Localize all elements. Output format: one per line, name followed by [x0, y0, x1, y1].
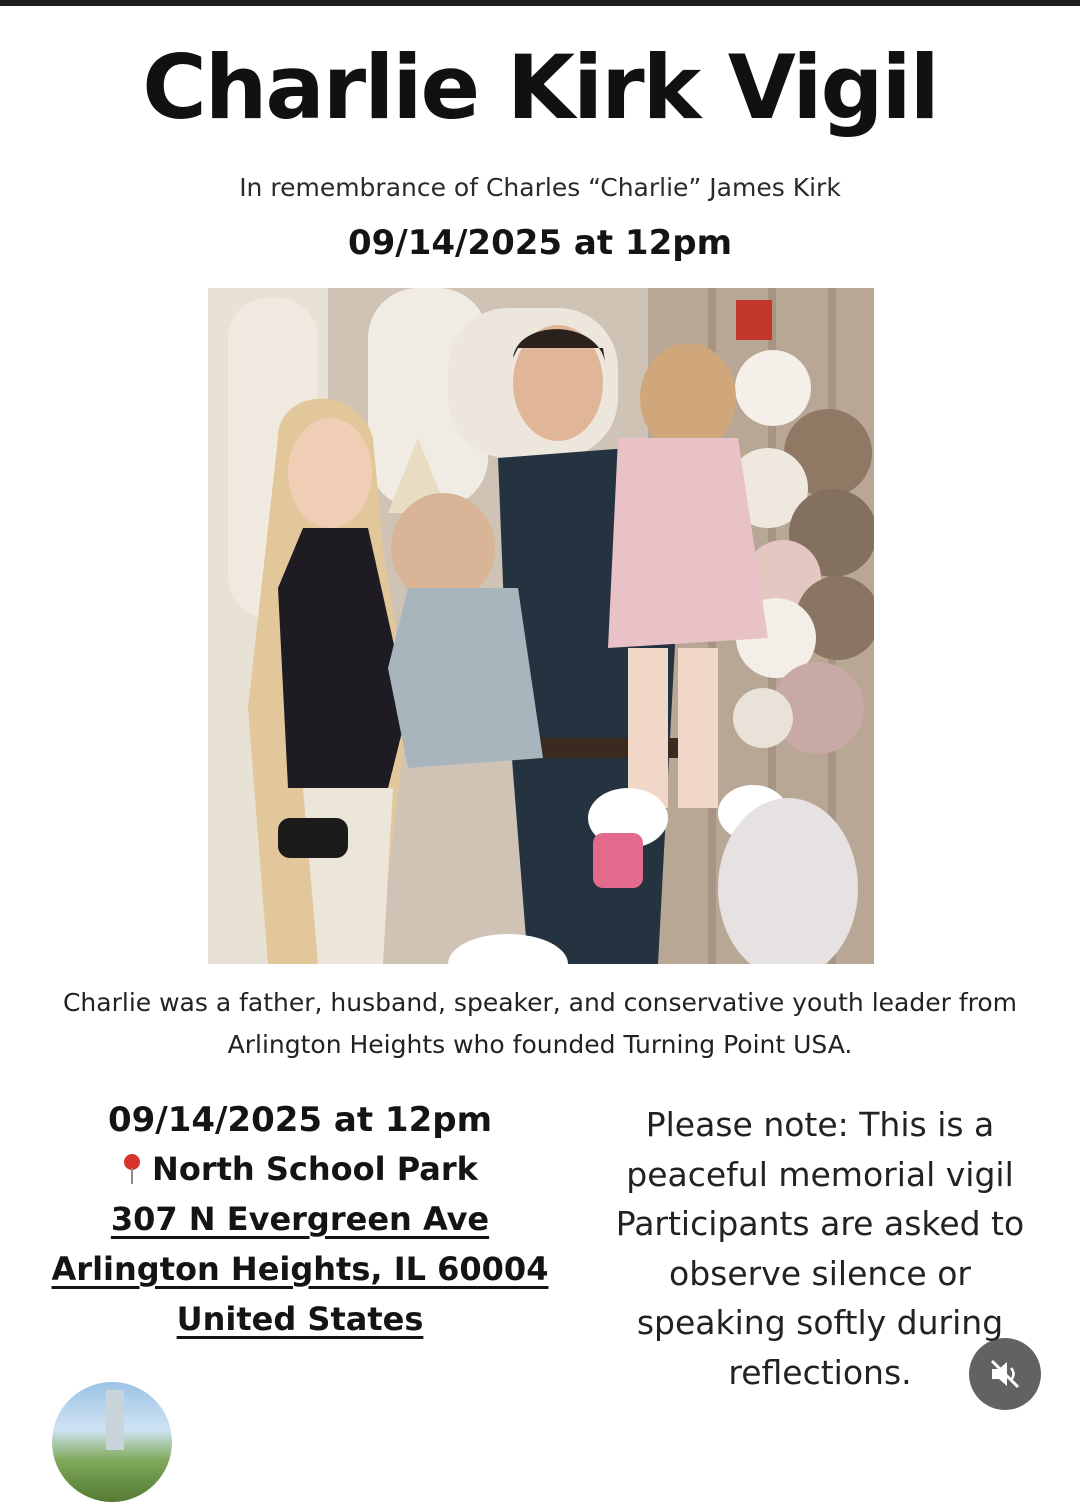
venue-line — [0, 1144, 600, 1194]
address-country[interactable]: United States — [176, 1300, 424, 1338]
venue-name: North School Park — [152, 1150, 478, 1188]
event-date: 09/14/2025 at 12pm — [107, 1100, 493, 1140]
family-photo — [208, 288, 874, 964]
address-city[interactable]: Arlington Heights, IL 60004 — [51, 1250, 549, 1288]
avatar-building — [106, 1390, 124, 1450]
event-date-top: 09/14/2025 at 12pm — [347, 223, 733, 263]
bio-text: Charlie was a father, husband, speaker, and conservative youth leader from Arlington Heights who founded Turning Point USA. — [62, 988, 1018, 1059]
event-details — [0, 1096, 600, 1344]
speaker-muted-icon — [986, 1355, 1024, 1393]
flyer-subtitle: In remembrance of Charles “Charlie” James Kirk — [239, 173, 841, 202]
top-border — [0, 0, 1080, 6]
flyer-title: Charlie Kirk Vigil — [142, 36, 938, 139]
pin-icon — [122, 1154, 142, 1184]
mute-button[interactable] — [969, 1338, 1041, 1410]
vigil-note: Please note: This is a peaceful memorial vigil Participants are asked to observe silence or speaking softly during reflections. — [615, 1105, 1025, 1392]
address-street[interactable]: 307 N Evergreen Ave — [110, 1200, 490, 1238]
avatar[interactable] — [52, 1382, 172, 1502]
